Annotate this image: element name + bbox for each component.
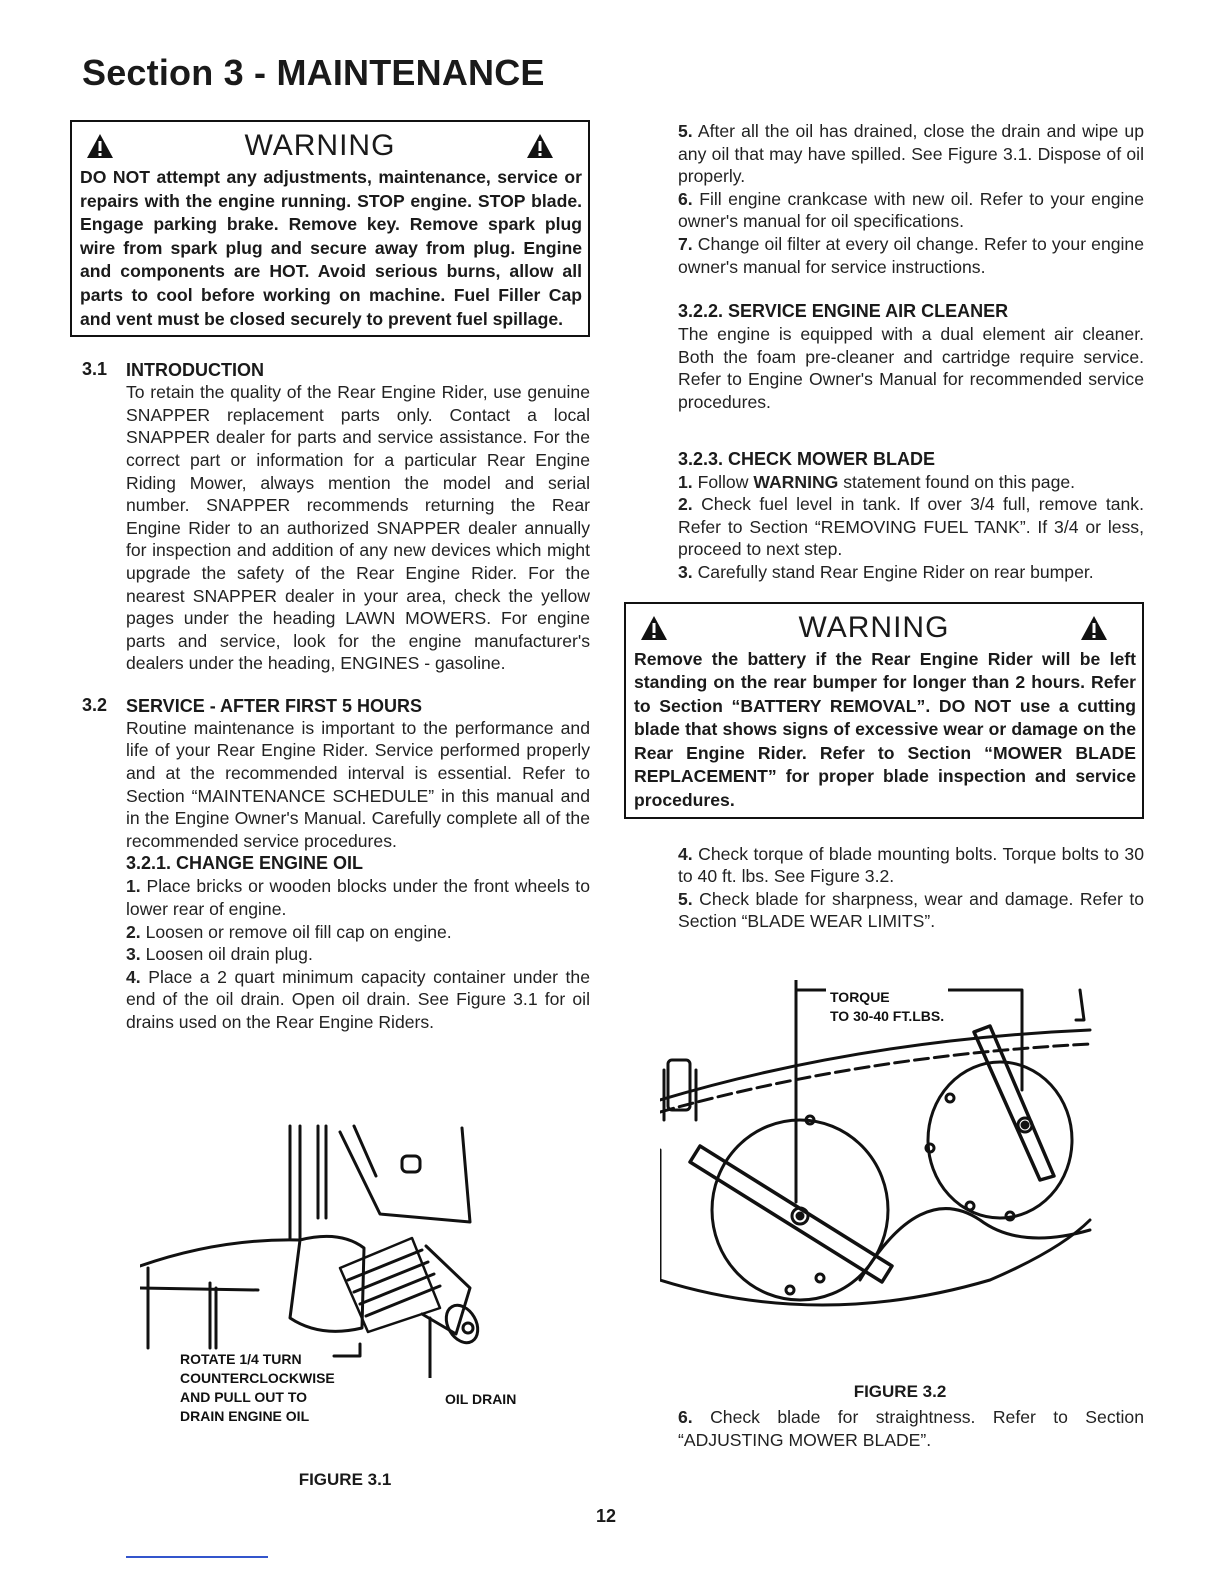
figure-label-oil-drain: OIL DRAIN [445,1391,517,1407]
list-item: 2. Loosen or remove oil fill cap on engine. [126,921,452,942]
figure-caption: FIGURE 3.1 [298,1470,392,1489]
section-3-2 [70,695,590,1034]
list-item: 6. Fill engine crankcase with new oil. Refer to your engine owner's manual for oil specifications. [678,188,1145,232]
footer-rule [126,1556,268,1558]
section-number: 3.2 [82,694,108,715]
section-body: Routine maintenance is important to the performance and life of your Rear Engine Rider. Service performed properly and at the recommended interval is essential. Refer to Section “MAINTENANCE SCHEDULE” in this manual and in the Engine Owner's Manual. Carefully complete all of the recommended service procedures. [126,717,590,851]
figure-label-rotate: ROTATE 1/4 TURN COUNTERCLOCKWISE AND PULL OUT TO DRAIN ENGINE OIL [180,1351,335,1424]
list-item: 1. Follow WARNING statement found on this page. [678,471,1076,492]
warning-box-2 [624,602,1144,819]
section-3-1 [70,359,590,675]
subsection-heading: 3.2.1. CHANGE ENGINE OIL [126,853,364,874]
subsection-heading: 3.2.3. CHECK MOWER BLADE [678,448,936,469]
oil-change-steps [126,875,590,1033]
figure-label-torque: TORQUE TO 30-40 FT.LBS. [826,988,948,1026]
warning-text: Remove the battery if the Rear Engine Rider will be left standing on the rear bumper for longer than 2 hours. Refer to Section “BATTERY REMOVAL”. DO NOT use a cutting blade that shows signs of excessive wear or damage on the Rear Engine Rider. Refer to Section “MOWER BLADE REPLACEMENT” for proper blade inspection and service procedures. [634,648,1136,811]
figure-caption: FIGURE 3.2 [853,1382,947,1401]
list-item: 4. Check torque of blade mounting bolts. Torque bolts to 30 to 40 ft. lbs. See Figure 3.2. [678,843,1144,887]
left-column [70,120,590,1034]
section-body: To retain the quality of the Rear Engine Rider, use genuine SNAPPER replacement parts only. Contact a local SNAPPER dealer for parts and service assistance. For the correct part or information for a particular Rear Engine Riding Mower, always mention the model and serial number. SNAPPER recommends returning the Rear Engine Rider to an authorized SNAPPER dealer annually for inspection and addition of any new devices which might upgrade the safety of the Rear Engine Rider. For the nearest SNAPPER dealer in your area, check the yellow pages under the heading LAWN MOWERS. For engine parts and service, look for the engine manufacturer's dealers under the heading, ENGINES - gasoline. [126,382,590,674]
subsection-heading: 3.2.2. SERVICE ENGINE AIR CLEANER [678,301,1009,322]
warning-box-1 [70,120,590,337]
mower-blade-illustration [660,980,1100,1340]
warning-header [80,126,582,166]
oil-change-steps-cont [624,120,1144,278]
section-heading: INTRODUCTION [126,360,264,381]
list-item: 4. Place a 2 quart minimum capacity container under the end of the oil drain. Open oil drain. See Figure 3.1 for oil drains used on the Rear Engine Riders. [126,966,590,1032]
page-number: 12 [596,1506,617,1526]
warning-triangle-icon [640,615,668,641]
warning-title: WARNING [798,610,950,644]
section-heading: SERVICE - AFTER FIRST 5 HOURS [126,695,423,716]
warning-triangle-icon [1080,615,1108,641]
blade-steps [678,471,1144,584]
section-3-2-2 [624,300,1144,413]
blade-steps-cont [624,843,1144,933]
warning-triangle-icon [526,133,554,159]
blade-step-6 [678,1406,1144,1451]
list-item: 6. Check blade for straightness. Refer to Section “ADJUSTING MOWER BLADE”. [678,1407,1144,1450]
list-item: 3. Loosen oil drain plug. [126,944,313,965]
warning-title: WARNING [244,129,396,163]
section-body: The engine is equipped with a dual element air cleaner. Both the foam pre-cleaner and cartridge require service. Refer to Engine Owner's Manual for recommended service procedures. [678,324,1144,412]
list-item: 2. Check fuel level in tank. If over 3/4 full, remove tank. Refer to Section “REMOVING FUEL TANK”. If 3/4 or less, proceed to next step. [678,494,1144,560]
page-title: Section 3 - MAINTENANCE [82,52,545,93]
list-item: 5. After all the oil has drained, close the drain and wipe up any oil that may have spilled. See Figure 3.1. Dispose of oil properly. [678,121,1145,187]
warning-text: DO NOT attempt any adjustments, maintenance, service or repairs with the engine running. STOP engine. STOP blade. Engage parking brake. Remove key. Remove spark plug wire from spark plug and secure away from plug. Engine and components are HOT. Avoid serious burns, allow all parts to cool before working on machine. Fuel Filler Cap and vent must be closed securely to prevent fuel spillage. [80,167,582,329]
section-3-2-3 [624,448,1144,584]
warning-header [634,608,1136,648]
section-number: 3.1 [82,359,108,380]
list-item: 7. Change oil filter at every oil change. Refer to your engine owner's manual for service instructions. [678,233,1144,277]
list-item: 5. Check blade for sharpness, wear and damage. Refer to Section “BLADE WEAR LIMITS”. [678,888,1144,932]
warning-triangle-icon [86,133,114,159]
list-item: 3. Carefully stand Rear Engine Rider on rear bumper. [678,561,1094,582]
oil-drain-illustration [140,1118,540,1378]
right-column [624,120,1144,933]
list-item: 1. Place bricks or wooden blocks under the front wheels to lower rear of engine. [126,876,590,920]
